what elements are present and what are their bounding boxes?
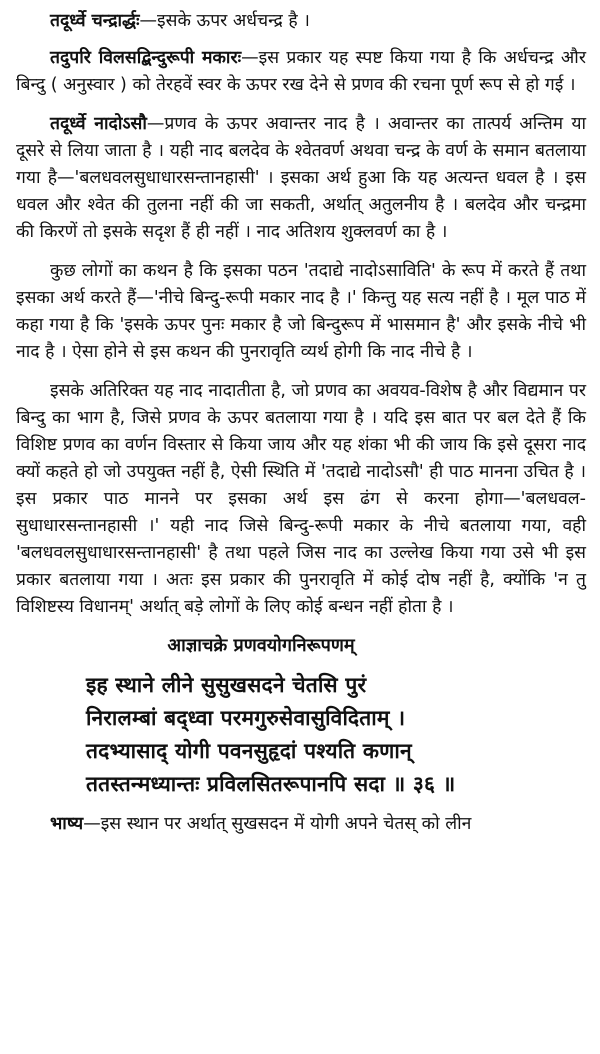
paragraph-bindu-makara xyxy=(16,45,586,99)
bhashya-text: —इस स्थान पर अर्थात् सुखसदन में योगी अपने चेतस् को लीन xyxy=(83,814,472,834)
paragraph-lead: तदूर्ध्वे चन्द्रार्द्धः xyxy=(50,11,140,31)
paragraph-text: —प्रणव के ऊपर अवान्तर नाद है । अवान्तर का तात्पर्य अन्तिम या दूसरे से लिया जाता है । यही नाद बलदेव के श्वेतवर्ण अथवा चन्द्र के वर्ण के समान बतलाया गया है—'बलधवलसुधाधारसन्तानहासी' । इसका अर्थ हुआ कि यह अत्यन्त धवल है । इस धवल और श्वेत की तुलना नहीं की जा सकती, अर्थात् अतुलनीय है । बलदेव और चन्द्रमा की किरणें तो इसके सदृश हैं ही नहीं । नाद अतिशय शुक्लवर्ण का है । xyxy=(16,114,586,242)
verse-line: निरालम्बां बद्ध्वा परमगुरुसेवासुविदिताम् । xyxy=(86,706,406,730)
section-heading: आज्ञाचक्रे प्रणवयोगनिरूपणम् xyxy=(167,635,355,656)
paragraph-text: —इसके ऊपर अर्धचन्द्र है । xyxy=(139,11,310,31)
paragraph-lead: तदूर्ध्वे नादोऽसौ xyxy=(50,114,147,134)
verse-line: इह स्थाने लीने सुसुखसदने चेतसि पुरं xyxy=(86,673,367,697)
paragraph-text: कुछ लोगों का कथन है कि इसका पठन 'तदाद्ये नादोऽसाविति' के रूप में करते हैं तथा इसका अर्थ करते हैं—'नीचे बिन्दु-रूपी मकार नाद है ।' किन्तु यह सत्य नहीं है । मूल पाठ में कहा गया है कि 'इसके ऊपर पुनः मकार है जो बिन्दुरूप में भासमान है' और इसके नीचे भी नाद है । ऐसा होने से इस कथन की पुनरावृति व्यर्थ होगी कि नाद नीचे है । xyxy=(16,261,586,362)
paragraph-nada xyxy=(16,111,586,246)
paragraph-nadatita xyxy=(16,378,586,621)
bhashya-lead: भाष्य xyxy=(50,814,84,834)
paragraph-ardhachandra xyxy=(16,8,586,35)
paragraph-alternate-reading xyxy=(16,258,586,366)
verse-block xyxy=(16,669,586,801)
paragraph-text: —इस प्रकार यह स्पष्ट किया गया है कि अर्धचन्द्र और बिन्दु ( अनुस्वार ) को तेरहवें स्वर के ऊपर रख देने से प्रणव की रचना पूर्ण रूप से हो गई । xyxy=(16,48,586,95)
paragraph-text: इसके अतिरिक्त यह नाद नादातीता है, जो प्रणव का अवयव-विशेष है और विद्यमान पर बिन्दु का भाग है, जिसे प्रणव के ऊपर बतलाया गया है । यदि इस बात पर बल देते हैं कि विशिष्ट प्रणव का वर्णन विस्तार से किया जाय और यह शंका भी की जाय कि इसे दूसरा नाद क्यों कहते हो जो उपयुक्त नहीं है, ऐसी स्थिति में 'तदाद्ये नादोऽसौ' ही पाठ मानना उचित है । इस प्रकार पाठ मानने पर इसका अर्थ इस ढंग से करना होगा—'बलधवल-सुधाधारसन्तानहासी ।' यही नाद जिसे बिन्दु-रूपी मकार के नीचे बतलाया गया, वही 'बलधवलसुधाधारसन्तानहासी' है तथा पहले जिस नाद का उल्लेख किया गया उसे भी इस प्रकार बतलाया गया । अतः इस प्रकार की पुनरावृति में कोई दोष नहीं है, क्योंकि 'न तु विशिष्टस्य विधानम्' अर्थात् बड़े लोगों के लिए कोई बन्धन नहीं होता है । xyxy=(16,381,586,617)
paragraph-lead: तदुपरि विलसद्बिन्दुरूपी मकारः xyxy=(50,48,242,68)
verse-line: तदभ्यासाद् योगी पवनसुहृदां पश्यति कणान् xyxy=(86,739,412,763)
paragraph-bhashya xyxy=(16,811,586,838)
verse-line: ततस्तन्मध्यान्तः प्रविलसितरूपानपि सदा ॥ ३६ ॥ xyxy=(86,772,456,796)
